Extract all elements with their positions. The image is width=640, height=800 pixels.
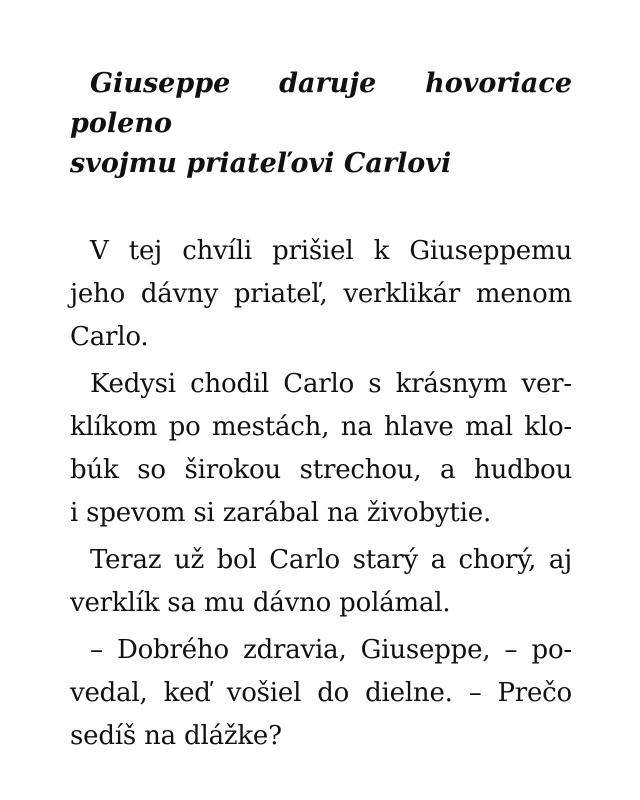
text-line: Carlo. [70, 322, 149, 352]
text-line: V tej chvíli prišiel k Giuseppemu [90, 236, 572, 266]
text-line: búk so širokou strechou, a hudbou [70, 455, 572, 485]
paragraph [70, 629, 572, 758]
paragraph [70, 539, 572, 625]
text-line: i spevom si zarábal na živobytie. [70, 498, 492, 528]
text-line: – Dobrého zdravia, Giuseppe, – po- [90, 635, 572, 665]
text-line: klíkom po mestách, na hlave mal klo- [70, 412, 572, 442]
paragraph [70, 230, 572, 359]
chapter-heading-line: Giuseppe daruje hovoriace poleno [70, 68, 572, 139]
chapter-heading [70, 64, 572, 184]
book-page [70, 64, 572, 762]
text-line: Kedysi chodil Carlo s krásnym ver- [90, 369, 572, 399]
text-line: vedal, keď vošiel do dielne. – Prečo [70, 678, 572, 708]
text-line: jeho dávny priateľ, verklikár menom [70, 279, 572, 309]
text-line: Teraz už bol Carlo starý a chorý, aj [90, 545, 572, 575]
text-line: verklík sa mu dávno polámal. [70, 588, 451, 618]
paragraph [70, 363, 572, 535]
text-line: sedíš na dlážke? [70, 721, 282, 751]
chapter-heading-line: svojmu priateľovi Carlovi [70, 148, 452, 179]
